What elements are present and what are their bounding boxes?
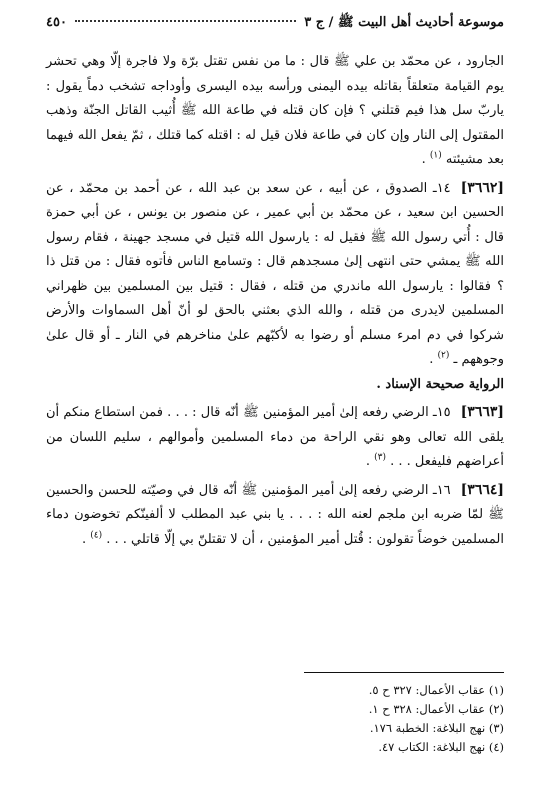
footnote: (٤) نهج البلاغة: الكتاب ٤٧. <box>378 740 504 754</box>
paragraph-continued: الجارود ، عن محمّد بن علي ﷺ قال : ما من نفس تقتل برّة ولا فاجرة إلّا وهي تحشر يوم القيامة متعلقاً بقاتله بيده اليمنى ورأسه بيده اليسرى وأوداجه تشخب دماً يقول : ياربّ سل هذا فيم قتلني ؟ فإن كان قتله في طاعة الله ﷺ أُثيب القاتل الجنّة وذهب المقتول إلى النار وإن كان في طاعة فلان قيل له : اقتله كما قتلك ، ثمّ يفعل الله فيهما بعد مشيئته $^{(١)}$ . <box>46 54 504 167</box>
footnotes-section <box>46 672 504 757</box>
paragraph-text: الجارود ، عن محمّد بن علي ﷺ قال : ما من نفس تقتل برّة ولا فاجرة إلّا وهي تحشر يوم القيامة متعلقاً بقاتله بيده اليمنى ورأسه بيده اليسرى وأوداجه تشخب دماً يقول : ياربّ سل هذا فيم قتلني ؟ فإن كان قتله في طاعة الله ﷺ أُثيب القاتل الجنّة وذهب المقتول إلى النار وإن كان في طاعة فلان قيل له : اقتله كما قتلك ، ثمّ يفعل الله فيهما بعد مشيئته <box>46 54 504 167</box>
chain-note: الرواية صحيحة الإسناد . <box>376 376 504 392</box>
entry-number: [٣٦٦٣] <box>460 404 504 420</box>
footnote-ref: (١) <box>429 150 442 161</box>
book-title: موسوعة أحاديث أهل البيت ﷺ / ج ٣ <box>304 15 504 30</box>
page-header <box>46 14 504 36</box>
hadith-entry: [٣٦٦٢]١٤ـ الصدوق ، عن أبيه ، عن سعد بن عبد الله ، عن أحمد بن محمّد ، عن الحسين ابن سعيد ، عن محمّد بن أبي عمير ، عن منصور بن يونس ، عن أبي حمزة قال : أُتي رسول الله ﷺ فقيل له : يارسول الله قتيل في مسجد جهينة ، فقام رسول الله ﷺ يمشي حتى انتهى إلىٰ مسجدهم قال : وتسامع الناس فأتوه فقال : من قتل ذا ؟ فقالوا : يارسول الله ماندري من قتله ، فقال : قتيل بين المسلمين بين ظهراني المسلمين لايدرى من قتله ، والله الذي بعثني بالحق لو أنّ أهل السماوات والأرض شركوا في دم امرء مسلم أو رضوا به لأكبّهم علىٰ مناخرهم في النار ـ أو قال علىٰ وجوههم ـ $^{(٢)}$ . <box>46 179 504 367</box>
entry-text: ١٥ـ الرضي رفعه إلىٰ أمير المؤمنين ﷺ أنّه قال : . . . فمن استطاع منكم أن يلقى الله تعالى وهو نقي الراحة من دماء المسلمين وأموالهم ، سليم اللسان من أعراضهم فليفعل . . . <box>46 405 504 469</box>
hadith-entry: [٣٦٦٣]١٥ـ الرضي رفعه إلىٰ أمير المؤمنين ﷺ أنّه قال : . . . فمن استطاع منكم أن يلقى الله تعالى وهو نقي الراحة من دماء المسلمين وأموالهم ، سليم اللسان من أعراضهم فليفعل . . . $^{(٣)}$ . <box>46 404 504 469</box>
header-leader-dots <box>75 20 296 22</box>
footnote-ref: (٣) <box>374 452 386 463</box>
entry-number: [٣٦٦٢] <box>460 179 504 196</box>
entry-text: ١٦ـ الرضي رفعه إلىٰ أمير المؤمنين ﷺ أنّه قال في وصيّته للحسن والحسين ﷺ لمّا ضربه ابن ملجم لعنه الله : . . . يا بني عبد المطلب لا ألفينّكم تخوضون دماء المسلمين خوضاً تقولون : قُتل أمير المؤمنين ، أن لا تقتلنّ بي إلّا قاتلي . . . <box>46 482 504 547</box>
main-text <box>46 50 504 552</box>
footnote-divider <box>304 672 504 673</box>
footnote: (١) عقاب الأعمال: ٣٢٧ ح ٥. <box>368 683 504 697</box>
entry-text: ١٤ـ الصدوق ، عن أبيه ، عن سعد بن عبد الله ، عن أحمد بن محمّد ، عن الحسين ابن سعيد ، عن محمّد بن أبي عمير ، عن منصور بن يونس ، عن أبي حمزة قال : أُتي رسول الله ﷺ فقيل له : يارسول الله قتيل في مسجد جهينة ، فقام رسول الله ﷺ يمشي حتى انتهى إلىٰ مسجدهم قال : وتسامع الناس فأتوه فقال : من قتل ذا ؟ فقالوا : يارسول الله ماندري من قتله ، فقال : قتيل بين المسلمين بين ظهراني المسلمين لايدرى من قتله ، والله الذي بعثني بالحق لو أنّ أهل السماوات والأرض شركوا في دم امرء مسلم أو رضوا به لأكبّهم علىٰ مناخرهم في النار ـ أو قال علىٰ وجوههم ـ <box>46 180 504 367</box>
footnote-ref: (٤) <box>90 530 103 541</box>
footnote: (٢) عقاب الأعمال: ٣٢٨ ح ١. <box>368 702 504 716</box>
entry-number: [٣٦٦٤] <box>460 481 504 498</box>
footnote-ref: (٢) <box>437 350 450 361</box>
page-number: ٤٥٠ <box>46 15 67 30</box>
footnote: (٣) نهج البلاغة: الخطبة ١٧٦. <box>369 721 504 735</box>
hadith-entry: [٣٦٦٤]١٦ـ الرضي رفعه إلىٰ أمير المؤمنين ﷺ أنّه قال في وصيّته للحسن والحسين ﷺ لمّا ضربه ابن ملجم لعنه الله : . . . يا بني عبد المطلب لا ألفينّكم تخوضون دماء المسلمين خوضاً تقولون : قُتل أمير المؤمنين ، أن لا تقتلنّ بي إلّا قاتلي . . . $^{(٤)}$ . <box>46 481 504 547</box>
